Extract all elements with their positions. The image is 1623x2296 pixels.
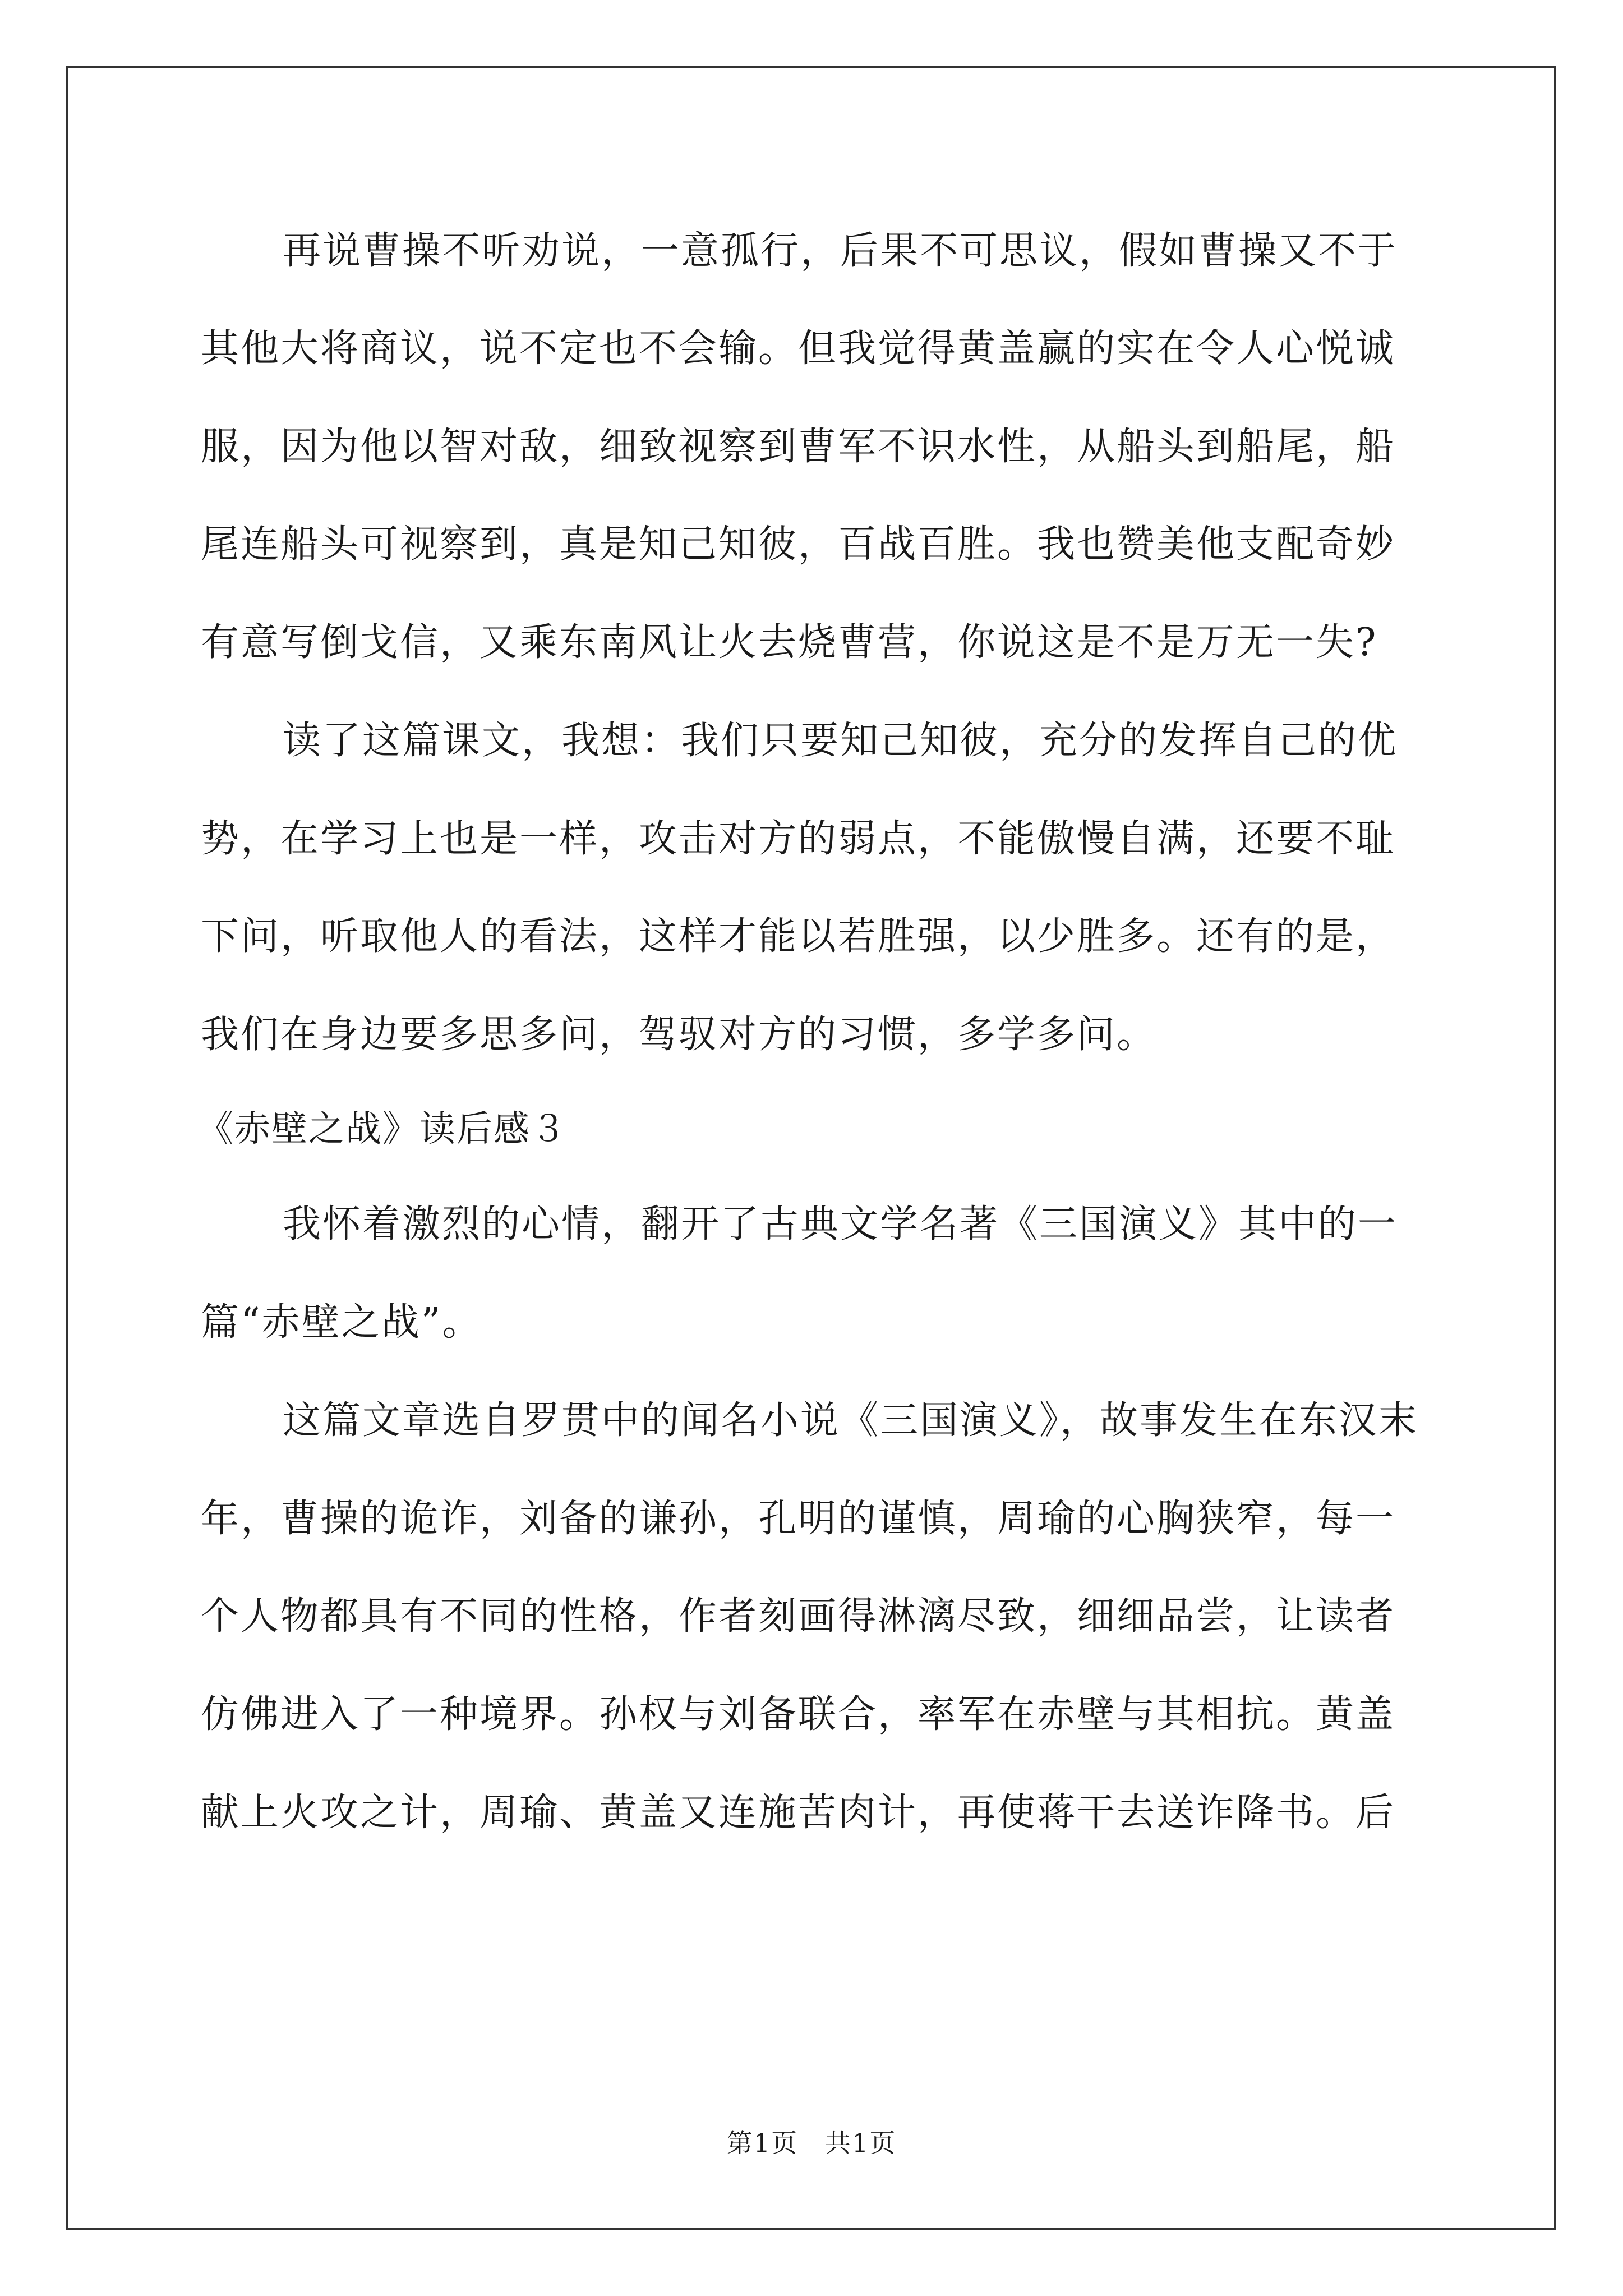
text-line: 其他大将商议，说不定也不会输。但我觉得黄盖赢的实在令人心悦诚	[201, 326, 1396, 371]
text-line: 下问，听取他人的看法，这样才能以若胜强，以少胜多。还有的是，	[201, 914, 1396, 959]
text-line: 年，曹操的诡诈，刘备的谦孙，孔明的谨慎，周瑜的心胸狭窄，每一	[201, 1497, 1396, 1541]
section-heading: 《赤壁之战》读后感３	[197, 1108, 568, 1150]
text-line: 读了这篇课文，我想：我们只要知己知彼，充分的发挥自己的优	[283, 719, 1398, 763]
text-line: 尾连船头可视察到，真是知己知彼，百战百胜。我也赞美他支配奇妙	[201, 522, 1396, 567]
text-line: 献上火攻之计，周瑜、黄盖又连施苦肉计，再使蒋干去送诈降书。后	[201, 1791, 1396, 1835]
text-line: 我怀着激烈的心情，翻开了古典文学名著《三国演义》其中的一	[283, 1202, 1398, 1246]
text-line: 篇“赤壁之战”。	[201, 1300, 482, 1345]
text-line: 仿佛进入了一种境界。孙权与刘备联合，率军在赤壁与其相抗。黄盖	[201, 1692, 1396, 1737]
text-line: 有意写倒戈信，又乘东南风让火去烧曹营，你说这是不是万无一失?	[201, 620, 1378, 665]
text-line: 服，因为他以智对敌，细致视察到曹军不识水性，从船头到船尾，船	[201, 425, 1396, 469]
text-line: 个人物都具有不同的性格，作者刻画得淋漓尽致，细细品尝，让读者	[201, 1594, 1396, 1639]
page-footer: 第1页 共1页	[726, 2128, 897, 2158]
text-line: 再说曹操不听劝说，一意孤行，后果不可思议，假如曹操又不于	[283, 229, 1398, 273]
text-line: 这篇文章选自罗贯中的闻名小说《三国演义》，故事发生在东汉末	[283, 1398, 1419, 1443]
text-line: 我们在身边要多思多问，驾驭对方的习惯，多学多问。	[201, 1013, 1157, 1057]
text-line: 势，在学习上也是一样，攻击对方的弱点，不能傲慢自满，还要不耻	[201, 817, 1396, 861]
